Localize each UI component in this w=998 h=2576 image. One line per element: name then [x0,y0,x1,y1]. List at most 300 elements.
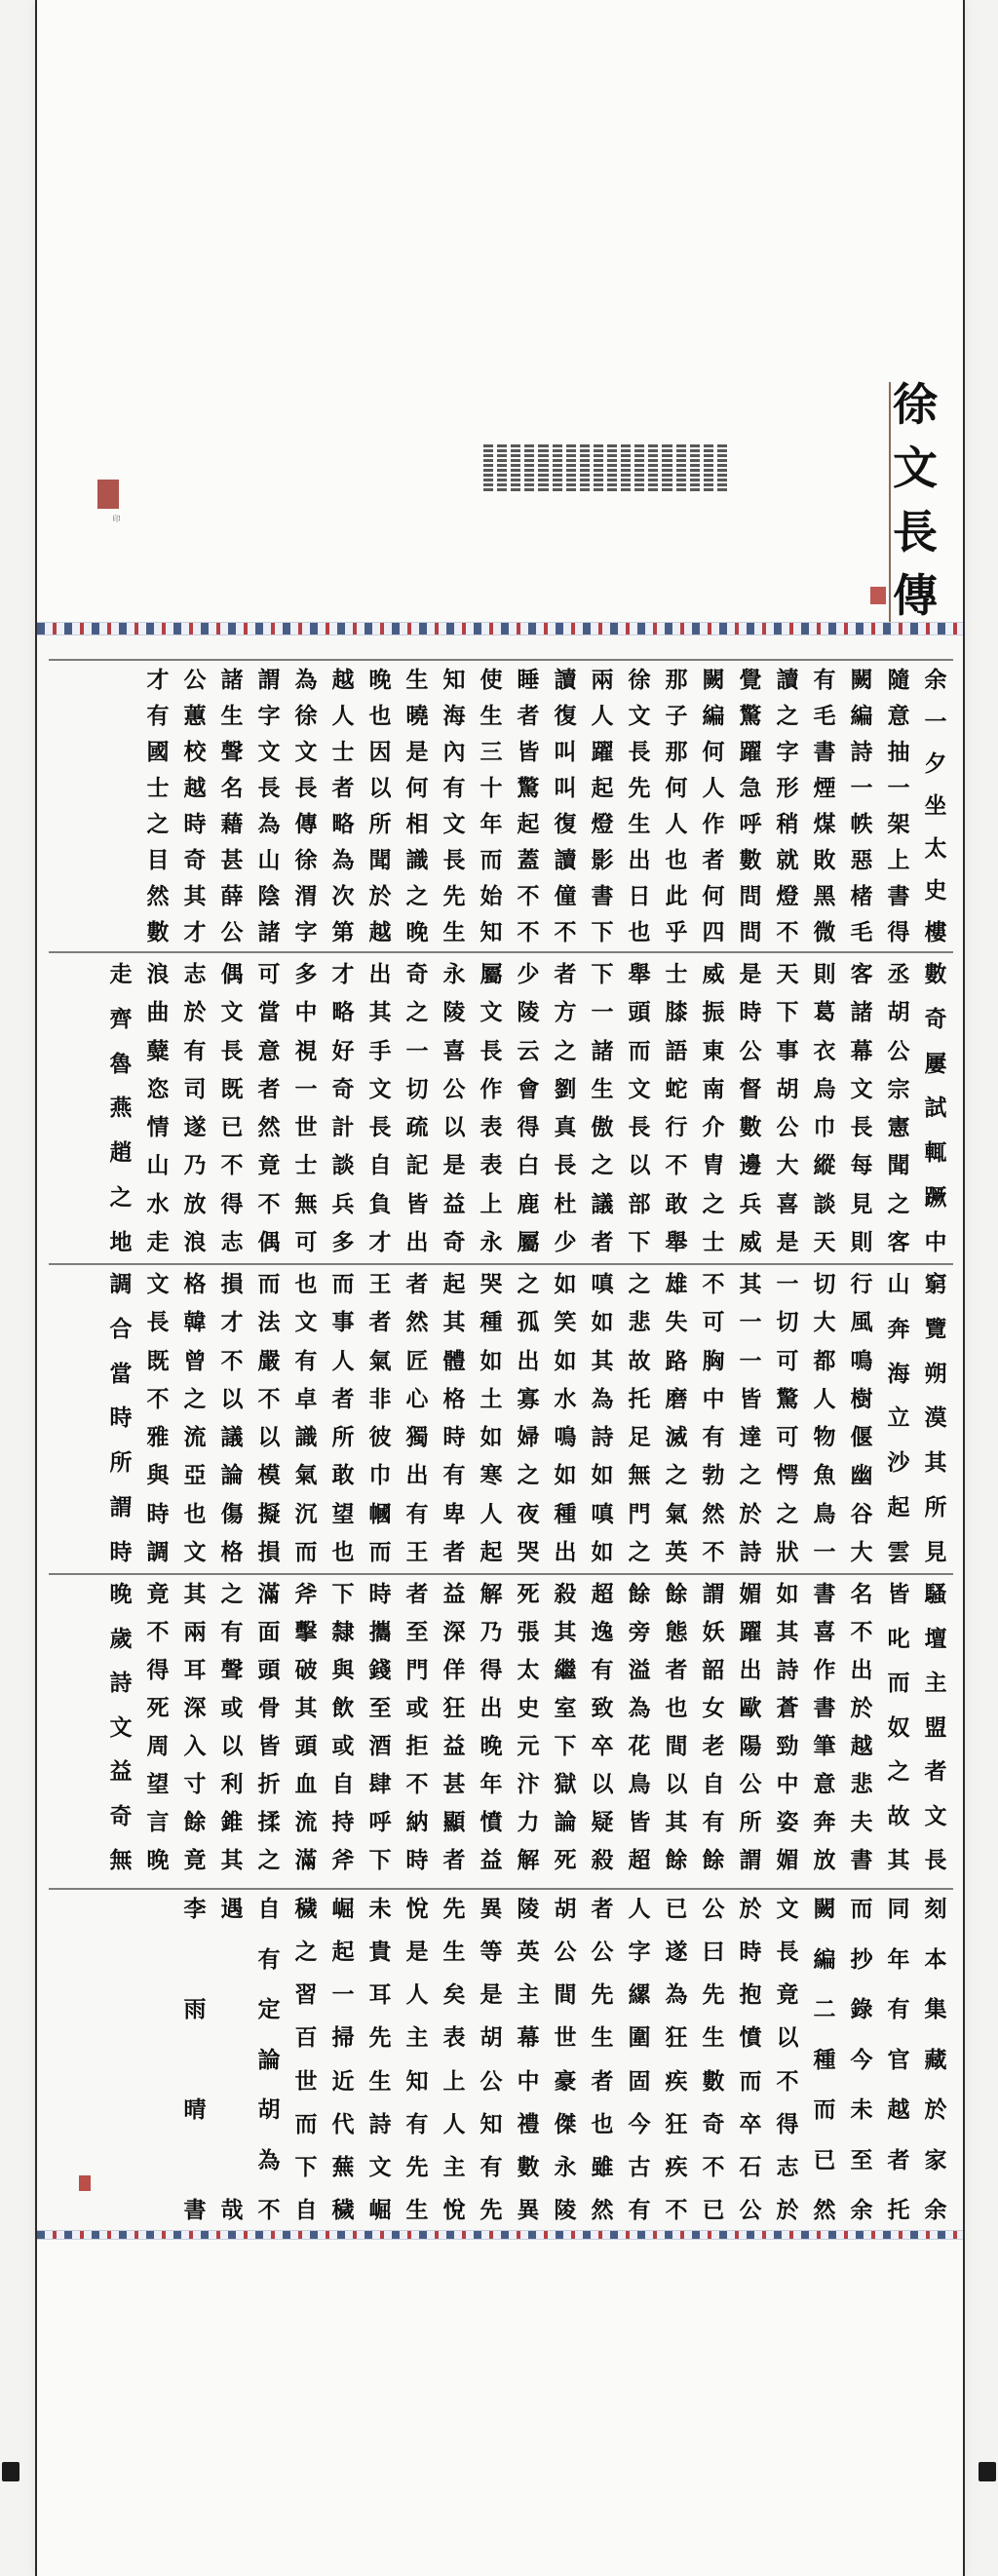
text-column [288,961,324,1255]
calligraphy-char: 者 [405,1271,429,1297]
note-stroke [662,483,672,486]
calligraphy-char: 三 [480,739,503,765]
calligraphy-char: 數 [702,2067,725,2095]
note-stroke [607,459,617,462]
calligraphy-char: 失 [665,1309,688,1336]
text-column [733,667,768,945]
calligraphy-panel-4 [49,1581,953,1873]
calligraphy-char: 永 [442,961,466,987]
calligraphy-char: 何 [702,883,725,909]
calligraphy-char: 抄 [850,1945,873,1973]
calligraphy-char: 喜 [813,1619,836,1645]
calligraphy-char: 不 [702,1271,725,1297]
calligraphy-char: 走 [146,1228,170,1255]
calligraphy-char: 陵 [517,999,540,1026]
note-stroke [648,488,658,491]
text-column [844,961,879,1255]
calligraphy-char: 視 [294,1037,318,1064]
text-column [881,1896,916,2223]
calligraphy-char: 抱 [739,1981,762,2009]
note-stroke [704,449,713,452]
calligraphy-char: 復 [554,703,577,729]
calligraphy-char: 其 [887,1847,910,1873]
note-stroke [607,464,617,467]
calligraphy-char: 所 [331,1424,355,1451]
text-column [214,1271,250,1565]
note-stroke [483,459,493,462]
calligraphy-char: 王 [368,1271,392,1297]
calligraphy-char: 曲 [146,999,170,1026]
calligraphy-char: 一 [776,1271,799,1297]
calligraphy-char: 習 [294,1981,318,2009]
note-stroke [483,483,493,486]
calligraphy-char: 於 [183,999,207,1026]
calligraphy-char: 行 [665,1114,688,1141]
calligraphy-char: 物 [813,1424,836,1451]
calligraphy-char: 今 [628,2110,651,2137]
calligraphy-char: 人 [331,703,355,729]
calligraphy-char: 英 [665,1538,688,1565]
calligraphy-char: 心 [405,1385,429,1412]
calligraphy-char: 出 [480,1695,503,1721]
text-column [177,667,212,945]
calligraphy-char: 狂 [442,1695,466,1721]
note-stroke [594,479,603,481]
panel-rule-1 [49,659,953,661]
calligraphy-char: 生 [480,703,503,729]
text-column [326,961,361,1255]
calligraphy-char: 越 [183,775,207,801]
calligraphy-char: 益 [442,1190,466,1217]
calligraphy-char: 公 [554,1939,577,1966]
calligraphy-char: 不 [257,1190,281,1217]
calligraphy-char: 之 [665,1462,688,1489]
calligraphy-char: 擊 [294,1619,318,1645]
text-column [103,961,138,1255]
calligraphy-char: 長 [554,1152,577,1179]
calligraphy-char: 滿 [294,1847,318,1873]
calligraphy-char: 公 [739,1037,762,1064]
note-stroke [717,474,727,477]
calligraphy-char: 可 [257,961,281,987]
calligraphy-char: 者 [517,703,540,729]
calligraphy-char: 魚 [813,1462,836,1489]
calligraphy-char: 讀 [776,667,799,693]
calligraphy-char: 見 [850,1190,873,1217]
calligraphy-char: 何 [702,739,725,765]
text-column [437,961,472,1255]
text-column [177,1581,212,1873]
calligraphy-char: 人 [480,1500,503,1527]
calligraphy-char: 既 [220,1075,244,1102]
calligraphy-char: 謂 [739,1847,762,1873]
calligraphy-char: 益 [109,1758,133,1785]
calligraphy-char: 時 [442,1424,466,1451]
calligraphy-char: 奇 [405,961,429,987]
calligraphy-char: 者 [368,1309,392,1336]
note-stroke [524,449,534,452]
note-stroke [524,454,534,457]
calligraphy-char: 年 [480,1771,503,1797]
calligraphy-char: 損 [257,1538,281,1565]
calligraphy-char: 飲 [331,1695,355,1721]
calligraphy-char: 那 [665,667,688,693]
calligraphy-char: 調 [146,1538,170,1565]
calligraphy-char: 者 [442,1847,466,1873]
note-stroke [704,454,713,457]
calligraphy-char: 司 [183,1075,207,1102]
calligraphy-char: 公 [887,1037,910,1064]
calligraphy-char: 之 [183,1385,207,1412]
calligraphy-char: 所 [109,1449,133,1477]
note-stroke [511,474,520,477]
calligraphy-char: 楮 [850,883,873,909]
calligraphy-char: 生 [405,2196,429,2223]
calligraphy-char: 者 [591,1228,614,1255]
calligraphy-char: 子 [665,703,688,729]
note-stroke [676,488,686,491]
calligraphy-char: 胡 [257,2096,281,2123]
calligraphy-char: 也 [591,2110,614,2137]
calligraphy-char: 竟 [257,1152,281,1179]
calligraphy-char: 生 [591,2024,614,2052]
red-seal-title [870,587,886,604]
note-stroke [717,459,727,462]
text-column [918,961,953,1255]
calligraphy-char: 種 [813,2046,836,2073]
calligraphy-char: 兵 [739,1190,762,1217]
note-stroke [511,488,520,491]
calligraphy-char: 事 [776,1037,799,1064]
calligraphy-char: 上 [442,2067,466,2095]
calligraphy-char: 之 [405,883,429,909]
calligraphy-char: 為 [294,667,318,693]
calligraphy-char: 太 [924,834,947,862]
note-stroke [676,464,686,467]
calligraphy-char: 種 [480,1309,503,1336]
calligraphy-char: 兩 [183,1619,207,1645]
calligraphy-char: 以 [257,1424,281,1451]
calligraphy-char: 所 [368,811,392,837]
calligraphy-char: 字 [294,919,318,945]
calligraphy-char: 才 [368,1228,392,1255]
note-stroke [662,449,672,452]
calligraphy-char: 下 [331,1581,355,1607]
calligraphy-char: 其 [183,883,207,909]
text-column [474,961,509,1255]
calligraphy-char: 蒼 [776,1695,799,1721]
calligraphy-char: 流 [294,1809,318,1835]
calligraphy-char: 議 [220,1424,244,1451]
calligraphy-char: 致 [591,1695,614,1721]
note-stroke [580,459,590,462]
calligraphy-char: 志 [776,2153,799,2180]
calligraphy-char: 下 [294,2153,318,2180]
calligraphy-char: 不 [257,1385,281,1412]
calligraphy-char: 敢 [665,1190,688,1217]
calligraphy-char: 生 [591,1075,614,1102]
calligraphy-char: 恣 [146,1075,170,1102]
calligraphy-char: 刻 [924,1896,947,1922]
panel-columns [140,667,953,945]
calligraphy-char: 燈 [776,883,799,909]
calligraphy-char: 亞 [183,1462,207,1489]
calligraphy-char: 好 [331,1037,355,1064]
note-stroke [607,483,617,486]
calligraphy-char: 字 [257,703,281,729]
calligraphy-char: 內 [442,739,466,765]
calligraphy-char: 下 [591,919,614,945]
calligraphy-char: 始 [480,883,503,909]
calligraphy-char: 也 [665,847,688,873]
calligraphy-char: 錄 [850,1996,873,2022]
calligraphy-char: 巾 [368,1462,392,1489]
note-stroke [594,464,603,467]
text-column [881,961,916,1255]
calligraphy-char: 也 [294,1271,318,1297]
calligraphy-char: 時 [109,1538,133,1565]
calligraphy-char: 門 [405,1657,429,1683]
calligraphy-char: 異 [480,1896,503,1922]
calligraphy-char: 老 [702,1733,725,1759]
calligraphy-char: 書 [813,1695,836,1721]
calligraphy-char: 煙 [813,775,836,801]
note-stroke [594,474,603,477]
note-stroke [634,464,644,467]
calligraphy-char: 大 [813,1309,836,1336]
calligraphy-char: 文 [368,2153,392,2180]
calligraphy-char: 有 [257,1945,281,1973]
panel-columns [103,1271,953,1565]
text-column [400,1896,435,2223]
calligraphy-char: 納 [405,1809,429,1835]
calligraphy-char: 次 [331,883,355,909]
calligraphy-char: 識 [405,847,429,873]
calligraphy-char: 傲 [591,1114,614,1141]
calligraphy-char: 為 [257,2146,281,2173]
calligraphy-char: 那 [665,739,688,765]
calligraphy-char: 異 [517,2196,540,2223]
calligraphy-char: 數 [924,961,947,987]
calligraphy-char: 時 [109,1404,133,1432]
calligraphy-char: 敢 [331,1462,355,1489]
calligraphy-char: 永 [554,2153,577,2180]
calligraphy-char: 故 [628,1347,651,1374]
calligraphy-char: 文 [924,1802,947,1829]
calligraphy-char: 其 [183,1581,207,1607]
calligraphy-char: 胡 [554,1896,577,1922]
calligraphy-char: 煤 [813,811,836,837]
calligraphy-char: 覺 [739,667,762,693]
note-stroke [497,479,507,481]
calligraphy-char: 越 [331,667,355,693]
calligraphy-char: 聲 [220,1657,244,1683]
calligraphy-char: 竟 [776,1981,799,2009]
calligraphy-char: 然 [146,883,170,909]
calligraphy-char: 年 [887,1945,910,1973]
calligraphy-char: 之 [887,1758,910,1785]
calligraphy-char: 奇 [109,1802,133,1829]
calligraphy-char: 逸 [591,1619,614,1645]
note-stroke [717,454,727,457]
calligraphy-char: 先 [442,1896,466,1922]
calligraphy-char: 門 [628,1500,651,1527]
calligraphy-char: 是 [776,1228,799,1255]
calligraphy-char: 宗 [887,1075,910,1102]
calligraphy-char: 驚 [776,1385,799,1412]
note-stroke [594,444,603,447]
note-stroke [717,469,727,472]
calligraphy-char: 周 [146,1733,170,1759]
note-stroke [704,469,713,472]
note-stroke [538,449,548,452]
calligraphy-char: 蹶 [924,1184,947,1211]
calligraphy-char: 就 [776,847,799,873]
calligraphy-char: 人 [813,1385,836,1412]
calligraphy-char: 出 [850,1657,873,1683]
calligraphy-char: 劉 [554,1075,577,1102]
calligraphy-char: 目 [146,847,170,873]
calligraphy-char: 公 [442,1075,466,1102]
calligraphy-char: 詩 [109,1670,133,1696]
calligraphy-char: 奇 [442,1228,466,1255]
calligraphy-char: 驚 [517,775,540,801]
calligraphy-char: 掃 [331,2024,355,2052]
calligraphy-char: 出 [554,1538,577,1565]
calligraphy-char: 先 [368,2024,392,2052]
calligraphy-char: 燈 [591,811,614,837]
calligraphy-char: 文 [146,1271,170,1297]
calligraphy-char: 有 [813,667,836,693]
calligraphy-char: 海 [442,703,466,729]
calligraphy-char: 得 [776,2110,799,2137]
calligraphy-char: 氣 [665,1500,688,1527]
note-stroke [648,483,658,486]
calligraphy-char: 佯 [442,1657,466,1683]
calligraphy-char: 皆 [405,1190,429,1217]
calligraphy-char: 勁 [776,1733,799,1759]
calligraphy-char: 是 [739,961,762,987]
text-column [214,1581,250,1873]
calligraphy-char: 李 [183,1896,207,1922]
calligraphy-char: 不 [146,1385,170,1412]
calligraphy-char: 出 [405,1228,429,1255]
calligraphy-char: 余 [924,667,947,693]
calligraphy-char: 於 [776,2196,799,2223]
calligraphy-char: 持 [331,1809,355,1835]
calligraphy-char: 鳴 [850,1347,873,1374]
calligraphy-char: 格 [442,1385,466,1412]
calligraphy-char: 文 [628,703,651,729]
calligraphy-char: 如 [591,1462,614,1489]
calligraphy-char: 自 [257,1896,281,1922]
calligraphy-char: 會 [517,1075,540,1102]
calligraphy-char: 曉 [405,703,429,729]
calligraphy-char: 殺 [554,1581,577,1607]
note-stroke [553,449,562,452]
calligraphy-char: 其 [739,1271,762,1297]
calligraphy-char: 鳴 [554,1424,577,1451]
calligraphy-char: 而 [294,1538,318,1565]
calligraphy-char: 長 [294,775,318,801]
calligraphy-char: 為 [628,1695,651,1721]
calligraphy-char: 得 [517,1114,540,1141]
calligraphy-char: 韶 [702,1657,725,1683]
calligraphy-char: 元 [517,1733,540,1759]
note-stroke [538,469,548,472]
calligraphy-char: 公 [220,919,244,945]
calligraphy-char: 之 [554,1037,577,1064]
calligraphy-char: 壇 [924,1625,947,1652]
calligraphy-char: 悅 [405,1896,429,1922]
calligraphy-char: 窮 [924,1271,947,1297]
calligraphy-char: 數 [146,919,170,945]
calligraphy-char: 論 [220,1462,244,1489]
calligraphy-char: 長 [924,1847,947,1873]
calligraphy-char: 陵 [517,1896,540,1922]
calligraphy-char: 杜 [554,1190,577,1217]
calligraphy-char: 少 [517,961,540,987]
text-column [807,667,842,945]
note-stroke [704,459,713,462]
calligraphy-char: 有 [887,1996,910,2022]
calligraphy-char: 頭 [294,1733,318,1759]
calligraphy-char: 皆 [887,1581,910,1607]
note-stroke [566,444,576,447]
calligraphy-char: 其 [591,1347,614,1374]
note-stroke [566,459,576,462]
calligraphy-char: 謂 [109,1494,133,1521]
note-stroke [607,479,617,481]
calligraphy-char: 事 [331,1309,355,1336]
calligraphy-char: 藏 [924,2046,947,2073]
calligraphy-char: 可 [776,1424,799,1451]
calligraphy-char: 悲 [850,1771,873,1797]
calligraphy-char: 媚 [776,1847,799,1873]
note-stroke [704,479,713,481]
calligraphy-char: 得 [480,1657,503,1683]
calligraphy-char: 敗 [813,847,836,873]
note-stroke [690,488,700,491]
calligraphy-char: 是 [480,1981,503,2009]
text-column [288,1896,324,2223]
calligraphy-char: 屬 [517,1228,540,1255]
calligraphy-char: 客 [850,961,873,987]
calligraphy-char: 世 [294,1114,318,1141]
calligraphy-char: 得 [146,1657,170,1683]
note-stroke [621,459,631,462]
note-stroke [553,474,562,477]
note-stroke [511,483,520,486]
note-stroke [621,474,631,477]
calligraphy-char: 死 [554,1847,577,1873]
calligraphy-char: 顯 [442,1809,466,1835]
note-stroke [621,488,631,491]
text-column [326,1896,361,2223]
text-column [696,1581,731,1873]
calligraphy-char: 使 [480,667,503,693]
calligraphy-char: 有 [480,2153,503,2180]
text-column [696,1896,731,2223]
note-stroke [676,469,686,472]
calligraphy-char: 乎 [665,919,688,945]
calligraphy-char: 讀 [554,847,577,873]
calligraphy-char: 奔 [887,1315,910,1342]
calligraphy-char: 天 [813,1228,836,1255]
calligraphy-char: 數 [739,847,762,873]
note-stroke [566,474,576,477]
calligraphy-char: 名 [850,1581,873,1607]
